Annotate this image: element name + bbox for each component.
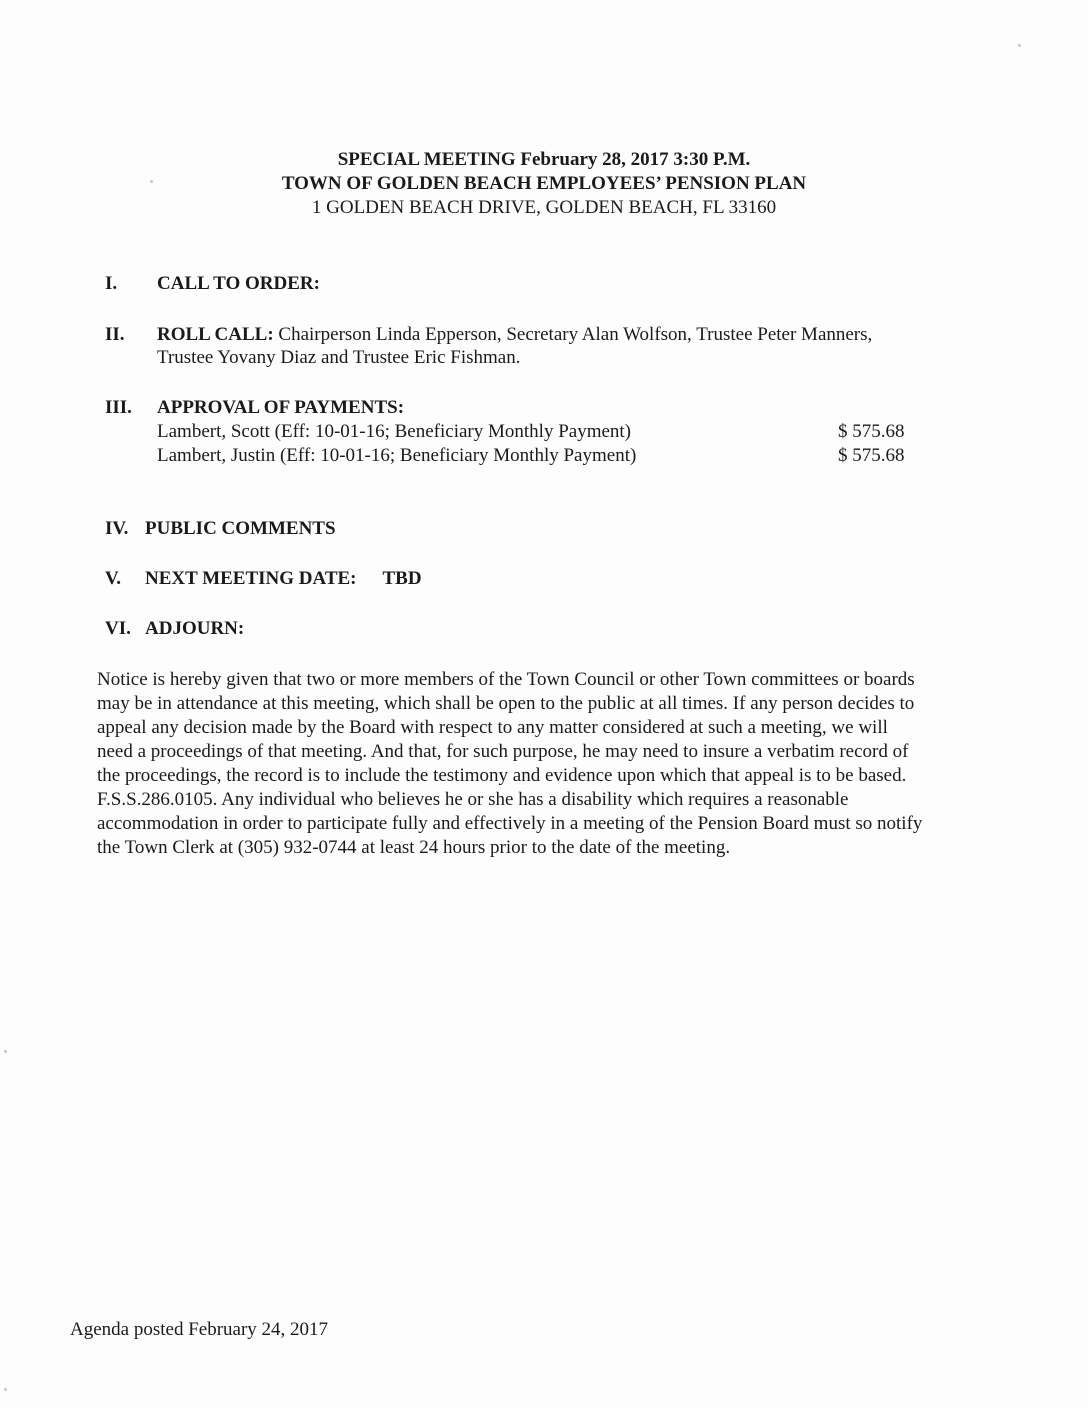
section-roll-call <box>105 323 872 347</box>
meeting-title: SPECIAL MEETING February 28, 2017 3:30 P.M. <box>337 149 751 170</box>
section-number: III. <box>105 397 132 418</box>
section-call-to-order <box>105 272 320 296</box>
scan-speck <box>1018 44 1021 47</box>
notice-line: appeal any decision made by the Board with respect to any matter considered at such a meeting, we will <box>97 717 888 738</box>
notice-line: may be in attendance at this meeting, which shall be open to the public at all times. If any person decides to <box>97 693 915 714</box>
organization-name: TOWN OF GOLDEN BEACH EMPLOYEES’ PENSION PLAN <box>281 173 807 194</box>
notice-line: the Town Clerk at (305) 932-0744 at least 24 hours prior to the date of the meeting. <box>97 837 731 858</box>
meeting-address: 1 GOLDEN BEACH DRIVE, GOLDEN BEACH, FL 33160 <box>311 197 777 218</box>
section-title: CALL TO ORDER: <box>157 273 320 294</box>
notice-line: need a proceedings of that meeting. And that, for such purpose, he may need to insure a verbatim record of <box>97 741 909 762</box>
roll-call-members-line2: Trustee Yovany Diaz and Trustee Eric Fishman. <box>157 347 521 368</box>
payment-row <box>157 420 917 444</box>
section-number: II. <box>105 324 125 345</box>
roll-call-members-line1: Chairperson Linda Epperson, Secretary Alan Wolfson, Trustee Peter Manners, <box>273 324 873 345</box>
public-notice-paragraph <box>97 668 1037 860</box>
section-number: I. <box>105 273 118 294</box>
section-number: VI. <box>105 618 131 639</box>
scan-speck <box>4 1050 7 1053</box>
section-number: IV. <box>105 518 129 539</box>
section-title: NEXT MEETING DATE: <box>145 568 357 589</box>
notice-line: accommodation in order to participate fully and effectively in a meeting of the Pension Board must so notify <box>97 813 923 834</box>
section-title: ROLL CALL: <box>157 324 274 345</box>
section-next-meeting <box>105 567 422 591</box>
section-approval-of-payments <box>105 396 404 420</box>
payment-description: Lambert, Scott (Eff: 10-01-16; Beneficiary Monthly Payment) <box>157 421 632 442</box>
agenda-posted-date: Agenda posted February 24, 2017 <box>70 1319 329 1340</box>
section-number: V. <box>105 568 122 589</box>
section-title: ADJOURN: <box>145 618 245 639</box>
meeting-header <box>0 148 1088 220</box>
notice-line: F.S.S.286.0105. Any individual who believes he or she has a disability which requires a reasonable <box>97 789 849 810</box>
section-title: APPROVAL OF PAYMENTS: <box>157 397 405 418</box>
payment-amount: $ 575.68 <box>838 421 905 442</box>
payment-description: Lambert, Justin (Eff: 10-01-16; Beneficiary Monthly Payment) <box>157 445 637 466</box>
scan-speck <box>4 1388 7 1391</box>
section-adjourn <box>105 617 244 641</box>
notice-line: Notice is hereby given that two or more members of the Town Council or other Town committees or boards <box>97 669 915 690</box>
section-title: PUBLIC COMMENTS <box>145 518 336 539</box>
scan-speck <box>150 180 153 183</box>
payment-amount: $ 575.68 <box>838 445 905 466</box>
payment-row <box>157 444 917 468</box>
notice-line: the proceedings, the record is to include the testimony and evidence upon which that appeal is to be based. <box>97 765 907 786</box>
next-meeting-value: TBD <box>382 568 422 589</box>
section-public-comments <box>105 517 336 541</box>
